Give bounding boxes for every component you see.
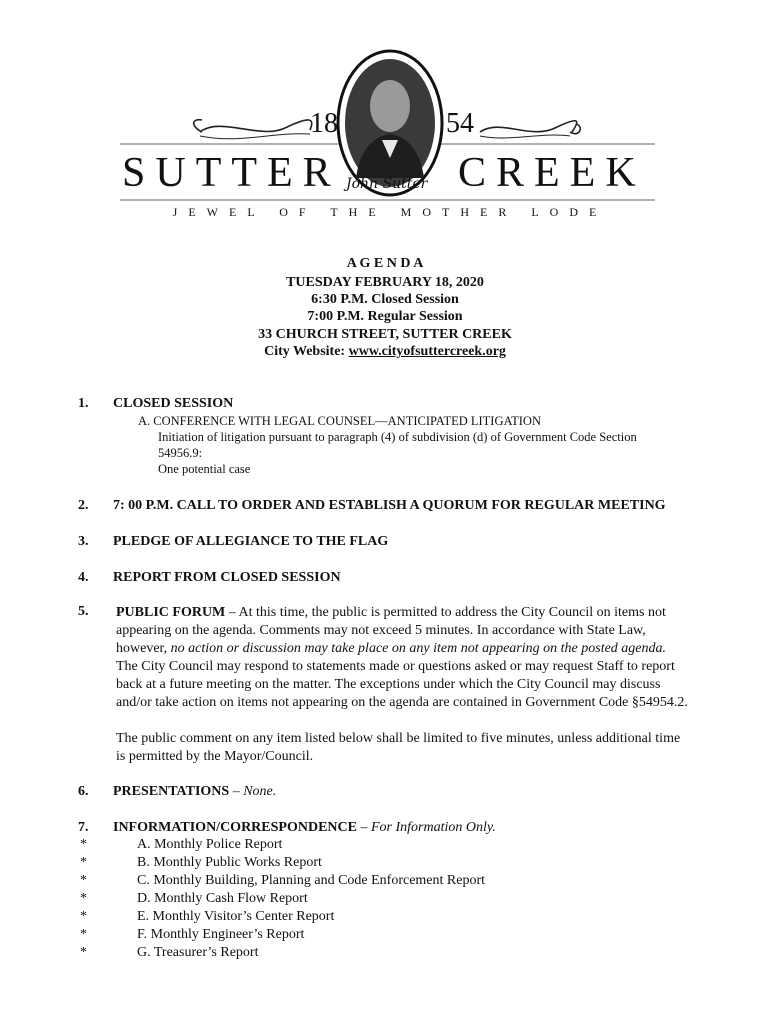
website-label: City Website: [264,344,346,359]
item-title-public-forum: PUBLIC FORUM [116,605,226,620]
item-title-closed-session: CLOSED SESSION [113,396,234,411]
list-item: C. Monthly Building, Planning and Code Enforcement Report [137,873,486,888]
agenda-website [0,342,770,361]
list-item: E. Monthly Visitor’s Center Report [137,909,335,924]
item-number: 6. [78,784,89,799]
list-item: B. Monthly Public Works Report [137,855,322,870]
list-marker: * [80,909,87,924]
public-comment-line: The public comment on any item listed below shall be limited to five minutes, unless additional time [116,731,681,746]
item-number: 1. [78,396,89,411]
item-title-presentations: PRESENTATIONS [113,784,230,799]
list-marker: * [80,927,87,942]
item-number: 7. [78,820,89,835]
public-forum-line: The City Council may respond to statements made or questions asked or may request Staff to report [116,659,675,674]
item-presentations [113,784,276,800]
item-number: 4. [78,570,89,585]
website-link[interactable]: www.cityofsuttercreek.org [348,344,506,359]
item-title-pledge: PLEDGE OF ALLEGIANCE TO THE FLAG [113,534,389,549]
item-number: 2. [78,498,89,513]
closed-session-detail: One potential case [158,462,251,476]
list-marker: * [80,837,87,852]
logo-word-sutter: SUTTER [122,150,341,196]
closed-session-detail: Initiation of litigation pursuant to paragraph (4) of subdivision (d) of Government Code Section [158,430,637,444]
item-number: 5. [78,604,89,619]
list-marker: * [80,873,87,888]
public-forum-notice: no action or discussion may take place on any item not appearing on the posted agenda. [170,641,667,656]
logo-word-creek: CREEK [458,150,646,196]
list-marker: * [80,945,87,960]
item-title-information: INFORMATION/CORRESPONDENCE [113,820,357,835]
presentations-note: None. [243,784,277,799]
public-forum-text: however, [116,641,171,656]
item-title-closed-session-report: REPORT FROM CLOSED SESSION [113,570,341,585]
public-forum-line [116,604,666,622]
public-forum-line: appearing on the agenda. Comments may not exceed 5 minutes. In accordance with State Law, [116,623,646,638]
item-information [113,820,496,836]
list-item: D. Monthly Cash Flow Report [137,891,308,906]
list-marker: * [80,891,87,906]
logo-signature: John Sutter [346,176,428,192]
item-number: 3. [78,534,89,549]
public-forum-line: back at a future meeting on the matter. The exceptions under which the City Council may discuss [116,677,661,692]
closed-session-subitem-a: A. CONFERENCE WITH LEGAL COUNSEL—ANTICIPATED LITIGATION [138,414,541,428]
public-forum-line [116,640,666,658]
closed-session-detail: 54956.9: [158,446,203,460]
list-item: G. Treasurer’s Report [137,945,259,960]
public-forum-text: – At this time, the public is permitted to address the City Council on items not [225,605,666,620]
public-forum-line: and/or take action on items not appearing on the agenda are contained in Government Code §54954.2. [116,695,688,710]
logo-year-right: 54 [446,108,474,139]
list-item: F. Monthly Engineer’s Report [137,927,305,942]
item-title-call-to-order: 7: 00 P.M. CALL TO ORDER AND ESTABLISH A QUORUM FOR REGULAR MEETING [113,498,666,513]
public-comment-line: is permitted by the Mayor/Council. [116,749,314,764]
agenda-address: 33 CHURCH STREET, SUTTER CREEK [258,327,512,342]
agenda-date: TUESDAY FEBRUARY 18, 2020 [286,275,484,290]
information-note: For Information Only. [370,820,496,835]
logo-tagline: JEWEL OF THE MOTHER LODE [172,205,608,219]
list-item: A. Monthly Police Report [137,837,283,852]
agenda-title: A G E N D A [346,256,424,271]
sutter-creek-logo [110,48,670,226]
dash: – [229,784,244,799]
agenda-regular-time: 7:00 P.M. Regular Session [307,309,463,324]
logo-year-left: 18 [310,108,338,139]
agenda-closed-time: 6:30 P.M. Closed Session [311,292,459,307]
dash: – [356,820,371,835]
list-marker: * [80,855,87,870]
